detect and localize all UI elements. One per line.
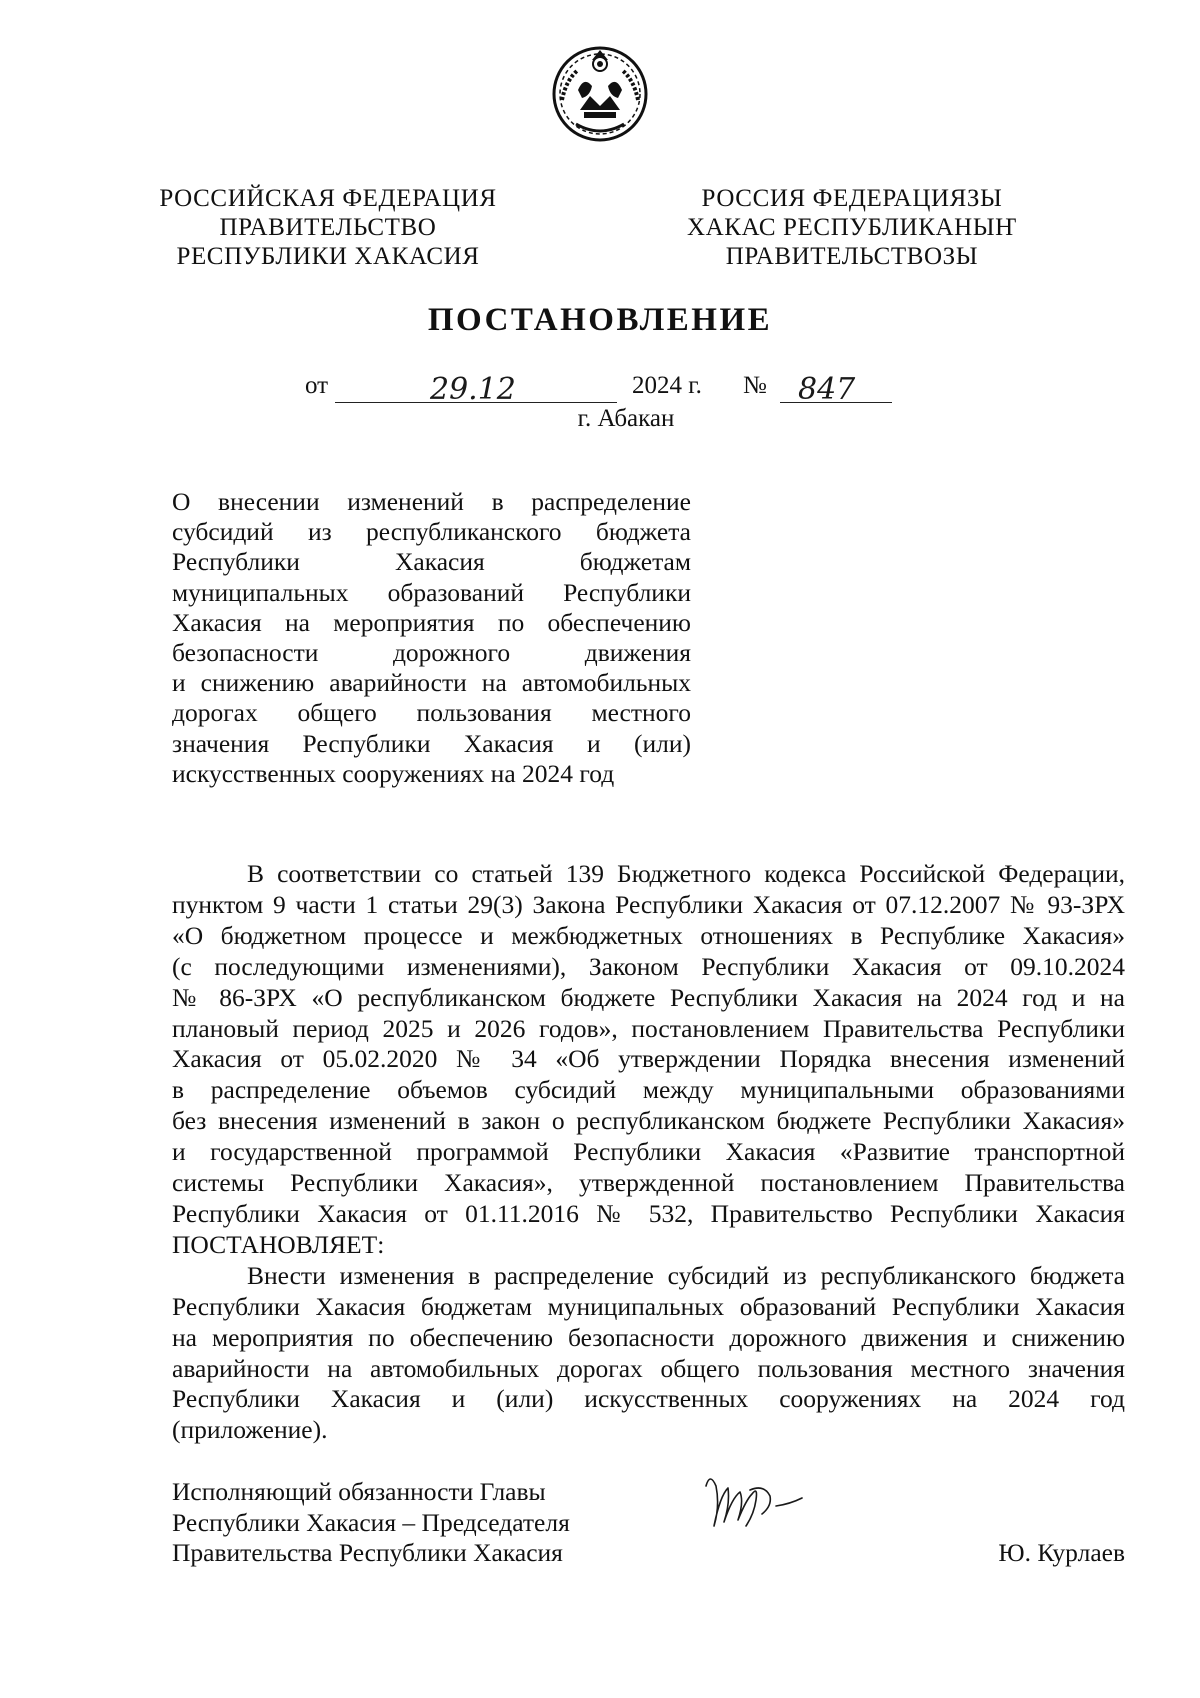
body-line: Республики Хакасия и (или) искусственных сооружениях на 2024 год — [172, 1384, 1125, 1414]
number-label: № — [743, 372, 767, 399]
body-line: Внести изменения в распределение субсидий из республиканского бюджета — [247, 1260, 1125, 1290]
date-number-line — [305, 372, 945, 406]
body-line: № 86-ЗРХ «О республиканском бюджете Республики Хакасия на 2024 год и на — [172, 982, 1125, 1012]
body-line: (с последующими изменениями), Законом Республики Хакасия от 09.10.2024 — [172, 951, 1125, 981]
document-title: ПОСТАНОВЛЕНИЕ — [427, 302, 773, 338]
body-line: пунктом 9 части 1 статьи 29(3) Закона Республики Хакасия от 07.12.2007 № 93-ЗРХ — [172, 889, 1125, 919]
body-line: системы Республики Хакасия», утвержденной постановлением Правительства — [172, 1168, 1125, 1198]
subject-line: муниципальных образований Республики — [172, 577, 691, 607]
subject-line: дорогах общего пользования местного — [172, 698, 691, 728]
subject-line: Республики Хакасия бюджетам — [172, 547, 691, 577]
header-right-line: РОССИЯ ФЕДЕРАЦИЯЗЫ — [701, 185, 1003, 212]
subject-line: и снижению аварийности на автомобильных — [172, 668, 691, 698]
header-russian — [148, 184, 508, 271]
signatory-line: Республики Хакасия – Председателя — [172, 1507, 570, 1537]
body-line: без внесения изменений в закон о республиканском бюджете Республики Хакасия» — [172, 1106, 1125, 1136]
subject-line: значения Республики Хакасия и (или) — [172, 728, 691, 758]
handwritten-signature — [700, 1468, 840, 1540]
from-label: от — [305, 372, 329, 399]
handwritten-date: 29.12 — [430, 372, 516, 407]
body-line: и государственной программой Республики Хакасия «Развитие транспортной — [172, 1137, 1125, 1167]
subject-line: субсидий из республиканского бюджета — [172, 517, 691, 547]
header-left-line: РЕСПУБЛИКИ ХАКАСИЯ — [176, 243, 480, 270]
body-line: аварийности на автомобильных дорогах общего пользования местного значения — [172, 1353, 1125, 1383]
handwritten-number: 847 — [798, 372, 856, 407]
subject-line: О внесении изменений в распределение — [172, 487, 691, 516]
header-right-line: ХАКАС РЕСПУБЛИКАНЫҤ — [686, 214, 1018, 241]
header-left-line: ПРАВИТЕЛЬСТВО — [219, 214, 437, 241]
coat-of-arms-emblem — [548, 40, 652, 144]
subject-block — [172, 487, 691, 789]
signatory-line: Правительства Республики Хакасия — [172, 1538, 563, 1567]
body-line: в распределение объемов субсидий между муниципальными образованиями — [172, 1075, 1125, 1105]
body-text — [172, 859, 1125, 1446]
body-line: В соответствии со статьей 139 Бюджетного кодекса Российской Федерации, — [247, 859, 1125, 888]
subject-line: искусственных сооружениях на 2024 год — [172, 758, 615, 788]
body-line: плановый период 2025 и 2026 годов», постановлением Правительства Республики — [172, 1013, 1125, 1043]
signatory-position — [172, 1477, 570, 1569]
body-line: Республики Хакасия от 01.11.2016 № 532, Правительство Республики Хакасия — [172, 1198, 1125, 1228]
body-line: (приложение). — [172, 1415, 328, 1445]
header-khakas — [672, 184, 1032, 271]
header-right-line: ПРАВИТЕЛЬСТВОЗЫ — [725, 243, 979, 270]
year-text: 2024 г. — [632, 372, 702, 399]
subject-line: Хакасия на мероприятия по обеспечению — [172, 607, 691, 637]
header-left-line: РОССИЙСКАЯ ФЕДЕРАЦИЯ — [159, 185, 497, 212]
signatory-line: Исполняющий обязанности Главы — [172, 1477, 546, 1506]
subject-line: безопасности дорожного движения — [172, 638, 691, 668]
body-line: Республики Хакасия бюджетам муниципальных образований Республики Хакасия — [172, 1291, 1125, 1321]
body-line: на мероприятия по обеспечению безопасности дорожного движения и снижению — [172, 1322, 1125, 1352]
city: г. Абакан — [577, 405, 675, 432]
body-line: ПОСТАНОВЛЯЕТ: — [172, 1229, 385, 1259]
body-line: «О бюджетном процессе и межбюджетных отношениях в Республике Хакасия» — [172, 920, 1125, 950]
body-line: Хакасия от 05.02.2020 № 34 «Об утверждении Порядка внесения изменений — [172, 1044, 1125, 1074]
signatory-name: Ю. Курлаев — [998, 1538, 1125, 1567]
